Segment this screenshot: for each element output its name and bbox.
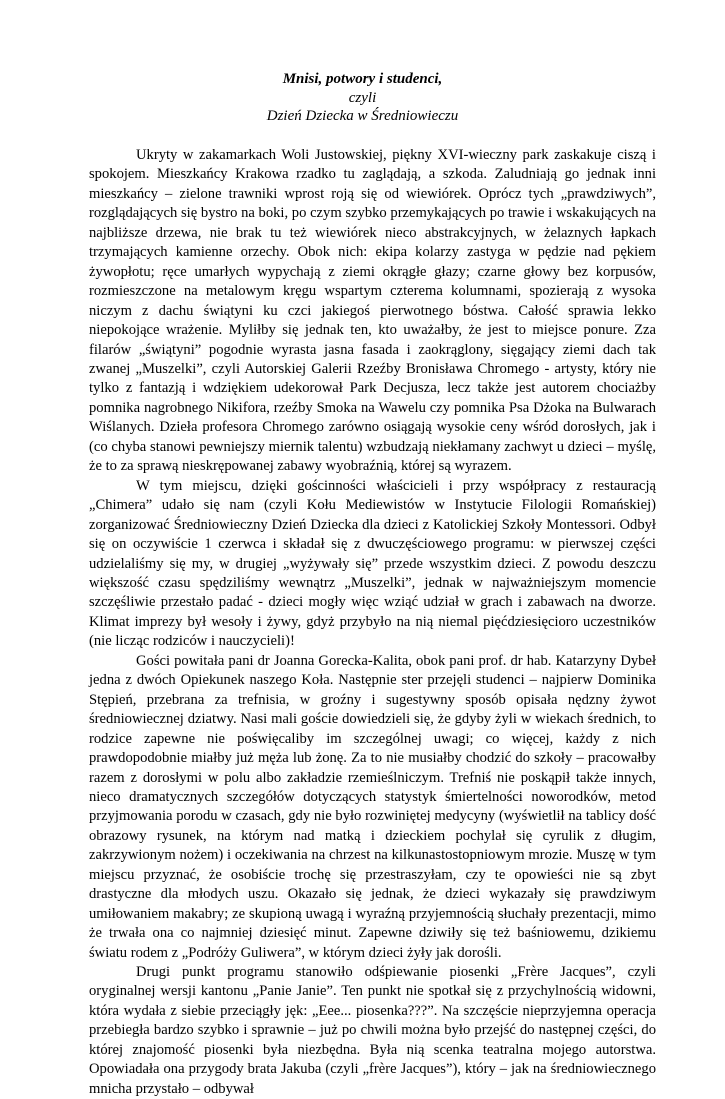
paragraph: Gości powitała pani dr Joanna Gorecka-Kalita, obok pani prof. dr hab. Katarzyny Dybeł jedna z dwóch Opiekunek naszego Koła. Następnie ster przejęli studenci – najpierw Dominika Stępień, przebrana za trefnisia, w groźny i sugestywny sposób opisała nędzny żywot średniowiecznej dziatwy. Nasi mali goście dowiedzieli się, że gdyby żyli w wiekach średnich, to rodzice zapewne nie poświęcaliby im szczególnej uwagi; co więcej, każdy z nich prawdopodobnie miałby już męża lub żonę. Za to nie musiałby chodzić do szkoły – pracowałby razem z dorosłymi w polu albo zakładzie rzemieślniczym. Trefniś nie poskąpił także innych, nieco dramatycznych szczegółów dotyczących statystyk śmiertelności noworodków, metod przyjmowania porodu w czasach, gdy nie było rozwiniętej medycyny (wyświetlił na tablicy dość obrazowy rysunek, na którym nad matką i dzieckiem pochylał się cyrulik z długim, zakrzywionym nożem) i oczekiwania na chrzest na kilkunastostopniowym mrozie. Muszę w tym miejscu przyznać, że osobiście trochę się przestraszyłam, czy te opowieści nie są zbyt drastyczne dla młodych uszu. Okazało się jednak, że dzieci wykazały się prawdziwym umiłowaniem makabry; ze skupioną uwagą i wyraźną przyjemnością słuchały prezentacji, mimo że trwała ona co najmniej dziesięć minut. Zapewne dziwiły się też baśniowemu, dzikiemu światu rodem z „Podróży Guliwera”, w którym dzieci żyły jak dorośli. xyxy=(89,652,656,961)
title-connector: czyli xyxy=(348,89,377,106)
paragraph: Ukryty w zakamarkach Woli Justowskiej, piękny XVI-wieczny park zaskakuje ciszą i spokojem. Mieszkańcy Krakowa rzadko tu zaglądają, a szkoda. Zaludniają go jednak inni mieszkańcy – zielone trawniki wprost roją się od wiewiórek. Oprócz tych „prawdziwych”, rozglądających się bystro na boki, po czym szybko przemykających po trawie i wskakujących na najbliższe drzewa, nie brak tu też wiewiórek nieco abstrakcyjnych, w żelaznych łapkach trzymających kamienne orzechy. Obok nich: ekipa kolarzy zastyga w pędzie nad pękiem żywopłotu; ręce umarłych wypychają z ziemi okrągłe głazy; czarne głowy bez korpusów, rozmieszczone na metalowym kręgu wspartym czterema kolumnami, spozierają z wysoka niczym z dachu świątyni ku czci jakiegoś pierwotnego bóstwa. Całość sprawia lekko niepokojące wrażenie. Myliłby się jednak ten, kto uważałby, że jest to miejsce ponure. Zza filarów „świątyni” pogodnie wyrasta jasna fasada i zaokrąglony, sięgający ziemi dach tak zwanej „Muszelki”, czyli Autorskiej Galerii Rzeźby Bronisława Chromego - artysty, który nie tylko z fantazją i wdziękiem udekorował Park Decjusza, lecz także jest autorem chociażby pomnika nagrobnego Nikifora, rzeźby Smoka na Wawelu czy pomnika Psa Dżoka na Bulwarach Wiślanych. Dzieła profesora Chromego zarówno osiągają wysokie ceny wśród dorosłych, jak i (co chyba stanowi pewniejszy miernik talentu) wzbudzają niekłamany zachwyt u dzieci – myślę, że to za sprawą nieskrępowanej zabawy wyobraźnią, której są wyrazem. xyxy=(89,147,656,475)
article-body xyxy=(89,146,656,1099)
document-title: Mnisi, potwory i studenci, xyxy=(282,71,443,87)
paragraph: Drugi punkt programu stanowiło odśpiewanie piosenki „Frère Jacques”, czyli oryginalnej wersji kantonu „Panie Janie”. Ten punkt nie spotkał się z przychylnością widowni, która wydała z siebie przeciągły jęk: „Eee... piosenka???”. Na szczęście nieprzyjemna operacja przebiegła bardzo szybko i sprawnie – już po chwili można było przejść do następnej części, do której znajomość piosenki była niezbędna. Była nią scenka teatralna mojego autorstwa. Opowiadała ona przygody brata Jakuba (czyli „frère Jacques”), który – jak na średniowiecznego mnicha przystało – odbywał xyxy=(89,964,656,1097)
document-subtitle: Dzień Dziecka w Średniowieczu xyxy=(266,108,459,124)
paragraph: W tym miejscu, dzięki gościnności właścicieli i przy współpracy z restauracją „Chimera” udało się nam (czyli Kołu Mediewistów w Instytucie Filologii Romańskiej) zorganizować Średniowieczny Dzień Dziecka dla dzieci z Katolickiej Szkoły Montessori. Odbył się on oczywiście 1 czerwca i składał się z dwuczęściowego programu: w pierwszej części udzielaliśmy się my, w drugiej „wyżywały się” przede wszystkim dzieci. Z powodu deszczu większość czasu spędziliśmy wewnątrz „Muszelki”, jednak w najważniejszym momencie szczęśliwie przestało padać - dzieci mogły więc wziąć udział w grach i zabawach na dworze. Klimat imprezy był wesoły i żywy, gdyż przybyło na nią niemal pięćdziesięcioro uczestników (nie licząc rodziców i nauczycieli)! xyxy=(89,477,656,650)
title-block xyxy=(0,70,725,126)
